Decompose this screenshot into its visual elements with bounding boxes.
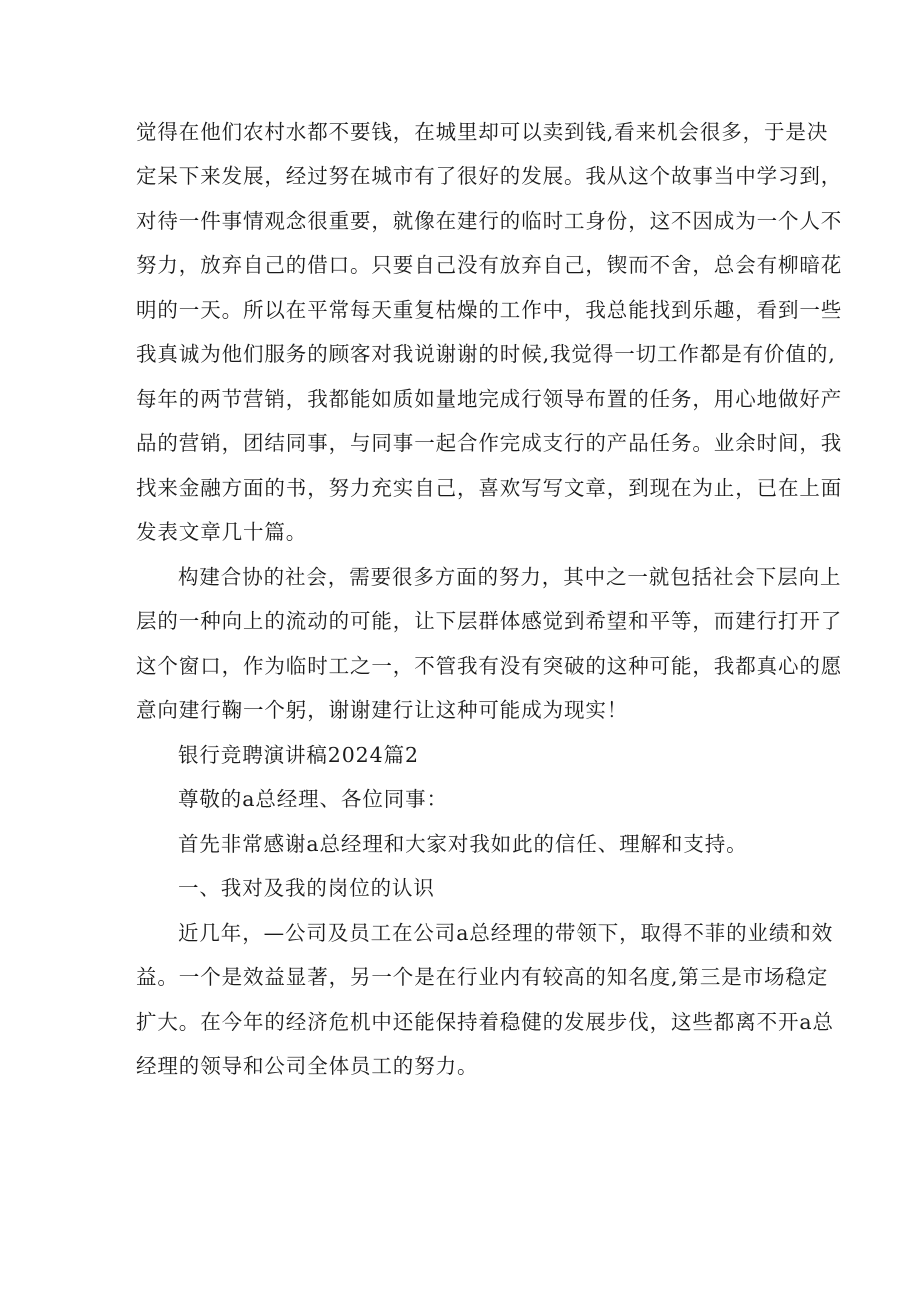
paragraph-line: 觉得在他们农村水都不要钱，在城里却可以卖到钱,看来机会很多，于是决 [136,120,829,144]
paragraph-line: 定呆下来发展，经过努在城市有了很好的发展。我从这个故事当中学习到， [136,164,843,188]
paragraph-line: 经理的领导和公司全体员工的努力。 [136,1054,479,1078]
paragraph-line: 益。一个是效益显著，另一个是在行业内有较高的知名度,第三是市场稳定 [136,965,829,989]
paragraph-line: 我真诚为他们服务的顾客对我说谢谢的时候,我觉得一切工作都是有价值的, [136,342,836,366]
paragraph-line: 近几年，—公司及员工在公司a总经理的带领下，取得不菲的业绩和效 [178,921,834,945]
paragraph-line: 找来金融方面的书，努力充实自己，喜欢写写文章，到现在为止，已在上面 [136,476,843,500]
paragraph-line: 努力，放弃自己的借口。只要自己没有放弃自己，锲而不舍，总会有柳暗花 [136,253,843,277]
salutation: 尊敬的a总经理、各位同事： [178,787,448,811]
paragraph-line: 每年的两节营销，我都能如质如量地完成行领导布置的任务，用心地做好产 [136,387,843,411]
subsection-heading: 一、我对及我的岗位的认识 [178,876,435,900]
paragraph-line: 发表文章几十篇。 [136,520,308,544]
section-heading: 银行竞聘演讲稿2024篇2 [178,743,419,767]
paragraph-line: 扩大。在今年的经济危机中还能保持着稳健的发展步伐，这些都离不开a总 [136,1010,834,1034]
paragraph-line: 明的一天。所以在平常每天重复枯燥的工作中，我总能找到乐趣，看到一些 [136,298,843,322]
paragraph-line: 层的一种向上的流动的可能，让下层群体感觉到希望和平等，而建行打开了 [136,609,843,633]
paragraph-line: 品的营销，团结同事，与同事一起合作完成支行的产品任务。业余时间，我 [136,431,843,455]
paragraph-line: 构建合协的社会，需要很多方面的努力，其中之一就包括社会下层向上 [178,565,842,589]
paragraph-line: 首先非常感谢a总经理和大家对我如此的信任、理解和支持。 [178,832,748,856]
paragraph-line: 对待一件事情观念很重要，就像在建行的临时工身份，这不因成为一个人不 [136,209,843,233]
paragraph-line: 意向建行鞠一个躬，谢谢建行让这种可能成为现实！ [136,698,629,722]
paragraph-line: 这个窗口，作为临时工之一，不管我有没有突破的这种可能，我都真心的愿 [136,654,843,678]
